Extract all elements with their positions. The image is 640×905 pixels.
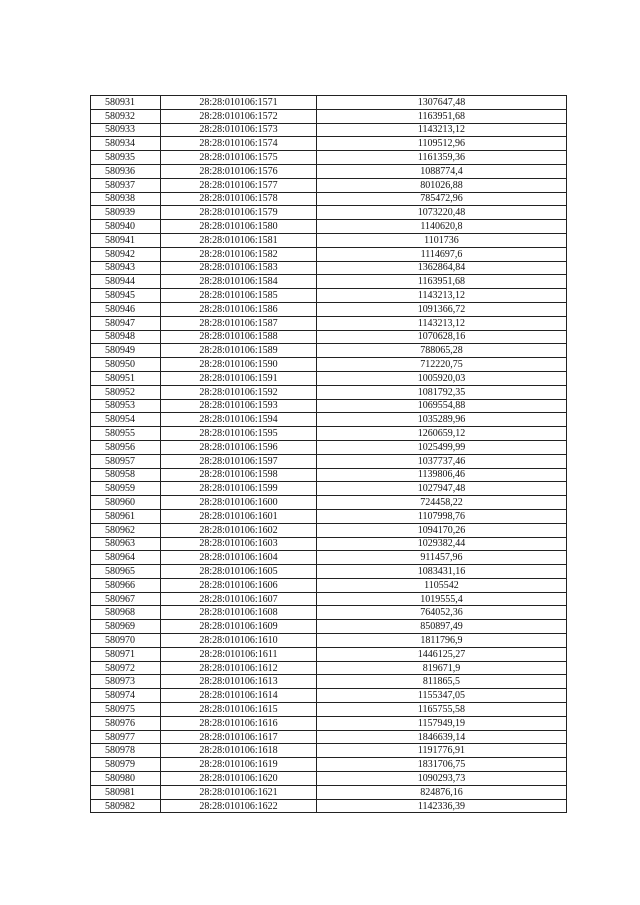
cadastral-number-cell: 28:28:010106:1614 bbox=[161, 689, 317, 703]
table-row bbox=[91, 151, 567, 165]
cadastral-number-cell: 28:28:010106:1621 bbox=[161, 785, 317, 799]
table-row bbox=[91, 551, 567, 565]
table-row bbox=[91, 344, 567, 358]
row-number-cell: 580954 bbox=[91, 413, 161, 427]
table-row bbox=[91, 109, 567, 123]
cadastral-number-cell: 28:28:010106:1617 bbox=[161, 730, 317, 744]
table-row bbox=[91, 358, 567, 372]
table-row bbox=[91, 620, 567, 634]
row-number-cell: 580956 bbox=[91, 440, 161, 454]
table-row bbox=[91, 578, 567, 592]
table-row bbox=[91, 634, 567, 648]
row-number-cell: 580970 bbox=[91, 634, 161, 648]
value-cell: 1165755,58 bbox=[317, 703, 567, 717]
row-number-cell: 580953 bbox=[91, 399, 161, 413]
row-number-cell: 580971 bbox=[91, 647, 161, 661]
row-number-cell: 580945 bbox=[91, 289, 161, 303]
table-row bbox=[91, 454, 567, 468]
value-cell: 811865,5 bbox=[317, 675, 567, 689]
table-row bbox=[91, 537, 567, 551]
row-number-cell: 580936 bbox=[91, 164, 161, 178]
value-cell: 1105542 bbox=[317, 578, 567, 592]
row-number-cell: 580979 bbox=[91, 758, 161, 772]
value-cell: 1846639,14 bbox=[317, 730, 567, 744]
row-number-cell: 580940 bbox=[91, 220, 161, 234]
row-number-cell: 580938 bbox=[91, 192, 161, 206]
value-cell: 1109512,96 bbox=[317, 137, 567, 151]
value-cell: 1094170,26 bbox=[317, 523, 567, 537]
row-number-cell: 580934 bbox=[91, 137, 161, 151]
row-number-cell: 580942 bbox=[91, 247, 161, 261]
cadastral-number-cell: 28:28:010106:1583 bbox=[161, 261, 317, 275]
value-cell: 724458,22 bbox=[317, 496, 567, 510]
row-number-cell: 580969 bbox=[91, 620, 161, 634]
table-row bbox=[91, 675, 567, 689]
table-row bbox=[91, 330, 567, 344]
table-row bbox=[91, 785, 567, 799]
row-number-cell: 580952 bbox=[91, 385, 161, 399]
value-cell: 1307647,48 bbox=[317, 96, 567, 110]
value-cell: 1140620,8 bbox=[317, 220, 567, 234]
table-row bbox=[91, 289, 567, 303]
cadastral-number-cell: 28:28:010106:1590 bbox=[161, 358, 317, 372]
value-cell: 1019555,4 bbox=[317, 592, 567, 606]
cadastral-number-cell: 28:28:010106:1622 bbox=[161, 799, 317, 813]
row-number-cell: 580974 bbox=[91, 689, 161, 703]
cadastral-number-cell: 28:28:010106:1581 bbox=[161, 233, 317, 247]
cadastral-number-cell: 28:28:010106:1604 bbox=[161, 551, 317, 565]
cadastral-number-cell: 28:28:010106:1612 bbox=[161, 661, 317, 675]
row-number-cell: 580948 bbox=[91, 330, 161, 344]
cadastral-number-cell: 28:28:010106:1593 bbox=[161, 399, 317, 413]
row-number-cell: 580959 bbox=[91, 482, 161, 496]
row-number-cell: 580944 bbox=[91, 275, 161, 289]
cadastral-number-cell: 28:28:010106:1616 bbox=[161, 716, 317, 730]
row-number-cell: 580951 bbox=[91, 371, 161, 385]
row-number-cell: 580968 bbox=[91, 606, 161, 620]
value-cell: 801026,88 bbox=[317, 178, 567, 192]
row-number-cell: 580947 bbox=[91, 316, 161, 330]
cadastral-number-cell: 28:28:010106:1584 bbox=[161, 275, 317, 289]
cadastral-number-cell: 28:28:010106:1619 bbox=[161, 758, 317, 772]
value-cell: 1029382,44 bbox=[317, 537, 567, 551]
value-cell: 1157949,19 bbox=[317, 716, 567, 730]
table-row bbox=[91, 440, 567, 454]
table-row bbox=[91, 164, 567, 178]
row-number-cell: 580963 bbox=[91, 537, 161, 551]
table-row bbox=[91, 482, 567, 496]
row-number-cell: 580982 bbox=[91, 799, 161, 813]
value-cell: 1143213,12 bbox=[317, 123, 567, 137]
value-cell: 1037737,46 bbox=[317, 454, 567, 468]
table-row bbox=[91, 592, 567, 606]
row-number-cell: 580981 bbox=[91, 785, 161, 799]
row-number-cell: 580965 bbox=[91, 565, 161, 579]
row-number-cell: 580967 bbox=[91, 592, 161, 606]
cadastral-number-cell: 28:28:010106:1594 bbox=[161, 413, 317, 427]
row-number-cell: 580961 bbox=[91, 509, 161, 523]
row-number-cell: 580943 bbox=[91, 261, 161, 275]
value-cell: 1362864,84 bbox=[317, 261, 567, 275]
row-number-cell: 580950 bbox=[91, 358, 161, 372]
value-cell: 819671,9 bbox=[317, 661, 567, 675]
cadastral-number-cell: 28:28:010106:1573 bbox=[161, 123, 317, 137]
cadastral-number-cell: 28:28:010106:1577 bbox=[161, 178, 317, 192]
value-cell: 1088774,4 bbox=[317, 164, 567, 178]
table-row bbox=[91, 758, 567, 772]
table-row bbox=[91, 744, 567, 758]
table-row bbox=[91, 261, 567, 275]
cadastral-number-cell: 28:28:010106:1574 bbox=[161, 137, 317, 151]
row-number-cell: 580935 bbox=[91, 151, 161, 165]
cadastral-number-cell: 28:28:010106:1587 bbox=[161, 316, 317, 330]
row-number-cell: 580933 bbox=[91, 123, 161, 137]
table-row bbox=[91, 233, 567, 247]
cadastral-number-cell: 28:28:010106:1572 bbox=[161, 109, 317, 123]
table-row bbox=[91, 647, 567, 661]
cadastral-number-cell: 28:28:010106:1578 bbox=[161, 192, 317, 206]
table-row bbox=[91, 399, 567, 413]
cadastral-number-cell: 28:28:010106:1599 bbox=[161, 482, 317, 496]
cadastral-number-cell: 28:28:010106:1615 bbox=[161, 703, 317, 717]
row-number-cell: 580962 bbox=[91, 523, 161, 537]
value-cell: 1811796,9 bbox=[317, 634, 567, 648]
cadastral-value-table bbox=[90, 95, 567, 813]
cadastral-number-cell: 28:28:010106:1589 bbox=[161, 344, 317, 358]
row-number-cell: 580955 bbox=[91, 427, 161, 441]
row-number-cell: 580977 bbox=[91, 730, 161, 744]
value-cell: 1091366,72 bbox=[317, 302, 567, 316]
table-row bbox=[91, 468, 567, 482]
value-cell: 764052,36 bbox=[317, 606, 567, 620]
row-number-cell: 580966 bbox=[91, 578, 161, 592]
value-cell: 850897,49 bbox=[317, 620, 567, 634]
value-cell: 1101736 bbox=[317, 233, 567, 247]
cadastral-number-cell: 28:28:010106:1610 bbox=[161, 634, 317, 648]
table-row bbox=[91, 661, 567, 675]
cadastral-number-cell: 28:28:010106:1600 bbox=[161, 496, 317, 510]
row-number-cell: 580964 bbox=[91, 551, 161, 565]
row-number-cell: 580946 bbox=[91, 302, 161, 316]
value-cell: 1831706,75 bbox=[317, 758, 567, 772]
table-row bbox=[91, 123, 567, 137]
row-number-cell: 580976 bbox=[91, 716, 161, 730]
cadastral-number-cell: 28:28:010106:1571 bbox=[161, 96, 317, 110]
table-row bbox=[91, 302, 567, 316]
cadastral-number-cell: 28:28:010106:1580 bbox=[161, 220, 317, 234]
table-row bbox=[91, 385, 567, 399]
value-cell: 785472,96 bbox=[317, 192, 567, 206]
row-number-cell: 580980 bbox=[91, 772, 161, 786]
row-number-cell: 580957 bbox=[91, 454, 161, 468]
cadastral-number-cell: 28:28:010106:1605 bbox=[161, 565, 317, 579]
cadastral-number-cell: 28:28:010106:1602 bbox=[161, 523, 317, 537]
table-row bbox=[91, 509, 567, 523]
value-cell: 1107998,76 bbox=[317, 509, 567, 523]
value-cell: 1161359,36 bbox=[317, 151, 567, 165]
cadastral-number-cell: 28:28:010106:1598 bbox=[161, 468, 317, 482]
cadastral-number-cell: 28:28:010106:1595 bbox=[161, 427, 317, 441]
cadastral-number-cell: 28:28:010106:1606 bbox=[161, 578, 317, 592]
value-cell: 1163951,68 bbox=[317, 275, 567, 289]
table-row bbox=[91, 371, 567, 385]
value-cell: 1025499,99 bbox=[317, 440, 567, 454]
value-cell: 1070628,16 bbox=[317, 330, 567, 344]
cadastral-number-cell: 28:28:010106:1601 bbox=[161, 509, 317, 523]
value-cell: 1143213,12 bbox=[317, 289, 567, 303]
table-row bbox=[91, 247, 567, 261]
table-row bbox=[91, 427, 567, 441]
cadastral-number-cell: 28:28:010106:1582 bbox=[161, 247, 317, 261]
value-cell: 1163951,68 bbox=[317, 109, 567, 123]
value-cell: 1260659,12 bbox=[317, 427, 567, 441]
value-cell: 1139806,46 bbox=[317, 468, 567, 482]
table-row bbox=[91, 178, 567, 192]
value-cell: 712220,75 bbox=[317, 358, 567, 372]
table-row bbox=[91, 523, 567, 537]
row-number-cell: 580931 bbox=[91, 96, 161, 110]
table-row bbox=[91, 606, 567, 620]
cadastral-number-cell: 28:28:010106:1588 bbox=[161, 330, 317, 344]
row-number-cell: 580949 bbox=[91, 344, 161, 358]
cadastral-number-cell: 28:28:010106:1579 bbox=[161, 206, 317, 220]
table-row bbox=[91, 496, 567, 510]
row-number-cell: 580939 bbox=[91, 206, 161, 220]
row-number-cell: 580941 bbox=[91, 233, 161, 247]
cadastral-number-cell: 28:28:010106:1603 bbox=[161, 537, 317, 551]
table-row bbox=[91, 220, 567, 234]
cadastral-number-cell: 28:28:010106:1597 bbox=[161, 454, 317, 468]
value-cell: 1069554,88 bbox=[317, 399, 567, 413]
table-row bbox=[91, 413, 567, 427]
table-row bbox=[91, 565, 567, 579]
cadastral-number-cell: 28:28:010106:1618 bbox=[161, 744, 317, 758]
cadastral-number-cell: 28:28:010106:1586 bbox=[161, 302, 317, 316]
cadastral-number-cell: 28:28:010106:1576 bbox=[161, 164, 317, 178]
row-number-cell: 580973 bbox=[91, 675, 161, 689]
table-row bbox=[91, 316, 567, 330]
value-cell: 824876,16 bbox=[317, 785, 567, 799]
value-cell: 1114697,6 bbox=[317, 247, 567, 261]
cadastral-number-cell: 28:28:010106:1591 bbox=[161, 371, 317, 385]
table-row bbox=[91, 137, 567, 151]
value-cell: 788065,28 bbox=[317, 344, 567, 358]
cadastral-number-cell: 28:28:010106:1609 bbox=[161, 620, 317, 634]
value-cell: 911457,96 bbox=[317, 551, 567, 565]
cadastral-number-cell: 28:28:010106:1575 bbox=[161, 151, 317, 165]
table-row bbox=[91, 799, 567, 813]
cadastral-number-cell: 28:28:010106:1611 bbox=[161, 647, 317, 661]
value-cell: 1073220,48 bbox=[317, 206, 567, 220]
cadastral-number-cell: 28:28:010106:1596 bbox=[161, 440, 317, 454]
table-row bbox=[91, 96, 567, 110]
value-cell: 1155347,05 bbox=[317, 689, 567, 703]
table-row bbox=[91, 772, 567, 786]
row-number-cell: 580972 bbox=[91, 661, 161, 675]
cadastral-number-cell: 28:28:010106:1592 bbox=[161, 385, 317, 399]
table-row bbox=[91, 689, 567, 703]
value-cell: 1090293,73 bbox=[317, 772, 567, 786]
value-cell: 1081792,35 bbox=[317, 385, 567, 399]
value-cell: 1083431,16 bbox=[317, 565, 567, 579]
cadastral-number-cell: 28:28:010106:1585 bbox=[161, 289, 317, 303]
cadastral-number-cell: 28:28:010106:1613 bbox=[161, 675, 317, 689]
cadastral-number-cell: 28:28:010106:1620 bbox=[161, 772, 317, 786]
value-cell: 1142336,39 bbox=[317, 799, 567, 813]
value-cell: 1035289,96 bbox=[317, 413, 567, 427]
row-number-cell: 580958 bbox=[91, 468, 161, 482]
value-cell: 1191776,91 bbox=[317, 744, 567, 758]
table-row bbox=[91, 716, 567, 730]
value-cell: 1027947,48 bbox=[317, 482, 567, 496]
row-number-cell: 580960 bbox=[91, 496, 161, 510]
table-row bbox=[91, 703, 567, 717]
cadastral-number-cell: 28:28:010106:1608 bbox=[161, 606, 317, 620]
row-number-cell: 580937 bbox=[91, 178, 161, 192]
table-row bbox=[91, 206, 567, 220]
cadastral-number-cell: 28:28:010106:1607 bbox=[161, 592, 317, 606]
table-body bbox=[91, 96, 567, 813]
table-row bbox=[91, 275, 567, 289]
row-number-cell: 580975 bbox=[91, 703, 161, 717]
row-number-cell: 580978 bbox=[91, 744, 161, 758]
row-number-cell: 580932 bbox=[91, 109, 161, 123]
value-cell: 1005920,03 bbox=[317, 371, 567, 385]
table-row bbox=[91, 730, 567, 744]
table-row bbox=[91, 192, 567, 206]
value-cell: 1143213,12 bbox=[317, 316, 567, 330]
value-cell: 1446125,27 bbox=[317, 647, 567, 661]
